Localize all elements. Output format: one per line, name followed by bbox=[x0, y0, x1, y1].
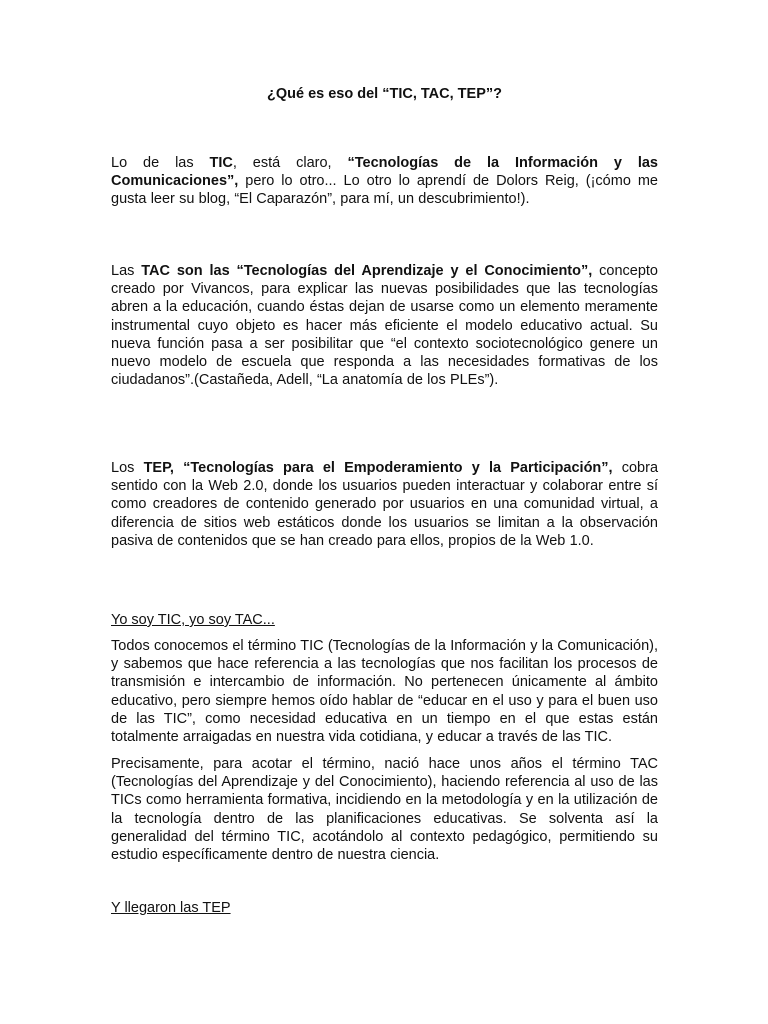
paragraph-tic-explanation: Todos conocemos el término TIC (Tecnologías de la Información y la Comunicación), y sabemos que hace referencia a las tecnologías que nos facilitan los procesos de transmisión e intercambio de información. No pertenecen únicamente al ámbito educativo, pero siempre hemos oído hablar de “educar en el uso y para el buen uso de las TIC”, como necesidad educativa en un tiempo en el que estas están totalmente arraigadas en nuestra vida cotidiana, y educar a través de las TIC. bbox=[111, 638, 658, 746]
p2-text-1: Las bbox=[111, 263, 142, 279]
section-heading-tic-tac: Yo soy TIC, yo soy TAC... bbox=[111, 612, 275, 628]
p1-text-1: Lo de las bbox=[111, 155, 210, 171]
p1-bold-definition: “Tecnologías de la Información y las Comunicaciones”, bbox=[111, 155, 658, 190]
p1-text-3: pero lo otro... Lo otro lo aprendí de Dolors Reig, (¡cómo me gusta leer su blog, “El Caparazón”, para mí, un descubrimiento!). bbox=[111, 173, 658, 208]
p3-text-2: cobra sentido con la Web 2.0, donde los usuarios pueden interactuar y colaborar entre sí como creadores de contenido generado por usuarios en una comunidad virtual, a diferencia de sitios web estáticos donde los usuarios se limitan a la observación pasiva de contenidos que se han creado para ellos, propios de la Web 1.0. bbox=[111, 460, 659, 549]
document-title: ¿Qué es eso del “TIC, TAC, TEP”? bbox=[267, 86, 502, 102]
paragraph-tic bbox=[111, 154, 658, 209]
paragraph-tac-explanation: Precisamente, para acotar el término, nació hace unos años el término TAC (Tecnologías del Aprendizaje y del Conocimiento), haciendo referencia al uso de las TICs como herramienta formativa, incidiendo en la metodología y en la utilización de la tecnología dentro de las planificaciones educativas. Se solventa así la generalidad del término TIC, acotándolo al contexto pedagógico, permitiendo su estudio específicamente dentro de nuestra ciencia. bbox=[111, 756, 658, 864]
p3-bold-definition: TEP, “Tecnologías para el Empoderamiento y la Participación”, bbox=[143, 460, 613, 476]
p3-text-1: Los bbox=[111, 460, 144, 476]
section-heading-tep: Y llegaron las TEP bbox=[111, 900, 231, 916]
paragraph-tep bbox=[111, 459, 658, 550]
p2-bold-definition: TAC son las “Tecnologías del Aprendizaje y el Conocimiento”, bbox=[141, 263, 593, 279]
p1-text-2: , está claro, bbox=[232, 155, 348, 171]
p1-bold-tic: TIC bbox=[209, 155, 233, 171]
paragraph-tac bbox=[111, 262, 658, 389]
p2-text-2: concepto creado por Vivancos, para explicar las nuevas posibilidades que las tecnologías abren a la educación, cuando éstas dejan de usarse como un elemento meramente instrumental cuyo objeto es hacer más eficiente el modelo educativo actual. Su nueva función pasa a ser posibilitar que “el contexto sociotecnológico genere un nuevo modelo de escuela que responda a las necesidades formativas de los ciudadanos”.(Castañeda, Adell, “La anatomía de los PLEs”). bbox=[111, 263, 658, 389]
